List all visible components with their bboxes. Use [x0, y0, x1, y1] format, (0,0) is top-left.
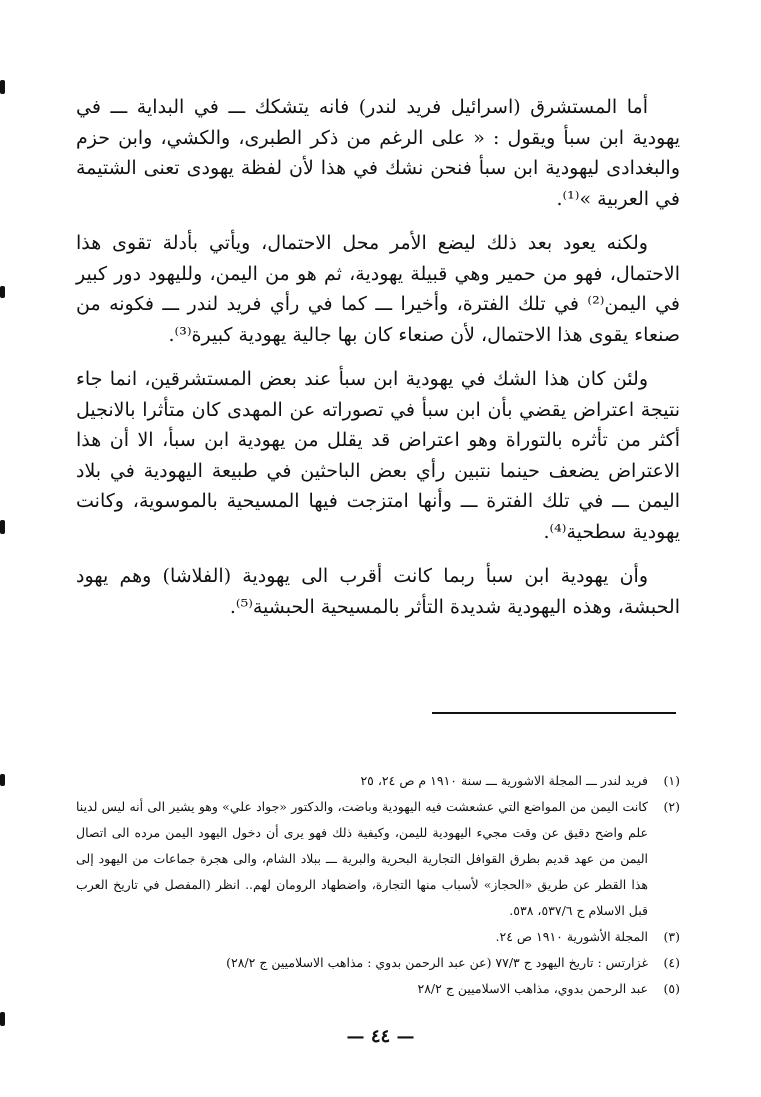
footnote-number: (٤): [663, 955, 680, 970]
footnotes: [76, 768, 680, 1002]
footnote-text: فريد لندر ـــ المجلة الاشورية ـــ سنة ١٩١٠ م ص ٢٤، ٢٥: [360, 773, 648, 788]
footnote: [76, 950, 680, 976]
footnote-text: عبد الرحمن بدوي، مذاهب الاسلاميين ج ٢٨/٢: [417, 981, 648, 996]
paragraph: ولئن كان هذا الشك في يهودية ابن سبأ عند بعض المستشرقين، انما جاء نتيجة اعتراض يقضي بأن ابن سبأ في تصوراته عن المهدى كان متأثرا بالانجيل أكثر من تأثره بالتوراة وهو اعتراض قد يقلل من يهودية ابن سبأ، الا أن هذا الاعتراض يضعف حينما نتبين رأي بعض الباحثين في طبيعة اليهودية في بلاد اليمن ـــ في تلك الفترة ـــ وأنها امتزجت فيها المسيحية بالموسوية، وكانت يهودية سطحية⁽⁴⁾.: [76, 368, 680, 543]
footnote: [76, 768, 680, 794]
footnote-text: غزارتس : تاريخ اليهود ج ٧٧/٣ (عن عبد الرحمن بدوي : مذاهب الاسلاميين ج ٢٨/٢): [226, 955, 648, 970]
main-text: [76, 92, 680, 636]
footnote-number: (٥): [663, 981, 680, 996]
footnote-separator: [432, 712, 676, 714]
footnote-text: المجلة الأشورية ١٩١٠ ص ٢٤.: [495, 929, 648, 944]
footnote-text: كانت اليمن من المواضع التي عشعشت فيه اليهودية وباضت، والدكتور «جواد علي» وهو يشير الى أنه ليس لدينا علم واضح دقيق عن وقت مجيء اليهودية لليمن، وكيفية ذلك فهو يرى أن دخول اليهود اليمن مرده الى اتصال اليمن من عهد قديم بطرق القوافل التجارية البحرية والبرية ـــ ببلاد الشام، والى هجرة جماعات من اليهود إلى هذا القطر عن طريق «الحجاز» لأسباب منها التجارة، واضطهاد الرومان لهم.. انظر (المفصل في تاريخ العرب قبل الاسلام ج ٥٣٧/٦، ٥٣٨.: [76, 799, 648, 918]
footnote-number: (٢): [663, 799, 680, 814]
paragraph: أما المستشرق (اسرائيل فريد لندر) فانه يتشكك ـــ في البداية ـــ في يهودية ابن سبأ ويقول : « على الرغم من ذكر الطبرى، والكشي، وابن حزم والبغدادى ليهودية ابن سبأ فنحن نشك في هذا لأن لفظة يهودى تعنى الشتيمة في العربية »⁽¹⁾.: [76, 96, 680, 210]
footnote: [76, 976, 680, 1002]
footnote-number: (١): [663, 773, 680, 788]
scan-edge-mark: [0, 520, 5, 534]
page-number: — ٤٤ —: [346, 1026, 415, 1047]
footnote: [76, 924, 680, 950]
scan-edge-mark: [0, 1012, 5, 1026]
footnote-number: (٣): [663, 929, 680, 944]
footnote: [76, 794, 680, 924]
scan-edge-mark: [0, 286, 5, 298]
paragraph: ولكنه يعود بعد ذلك ليضع الأمر محل الاحتمال، ويأتي بأدلة تقوى هذا الاحتمال، فهو من حمير وهي قبيلة يهودية، ثم هو من اليمن، ولليهود دور كبير في اليمن⁽²⁾ في تلك الفترة، وأخيرا ـــ كما في رأي فريد لندر ـــ فكونه من صنعاء يقوى هذا الاحتمال، لأن صنعاء كان بها جالية يهودية كبيرة⁽³⁾.: [76, 232, 680, 346]
scan-edge-mark: [0, 80, 5, 94]
paragraph: وأن يهودية ابن سبأ ربما كانت أقرب الى يهودية (الفلاشا) وهم يهود الحبشة، وهذه اليهودية شديدة التأثر بالمسيحية الحبشية⁽⁵⁾.: [76, 565, 680, 618]
scan-edge-mark: [0, 774, 5, 786]
